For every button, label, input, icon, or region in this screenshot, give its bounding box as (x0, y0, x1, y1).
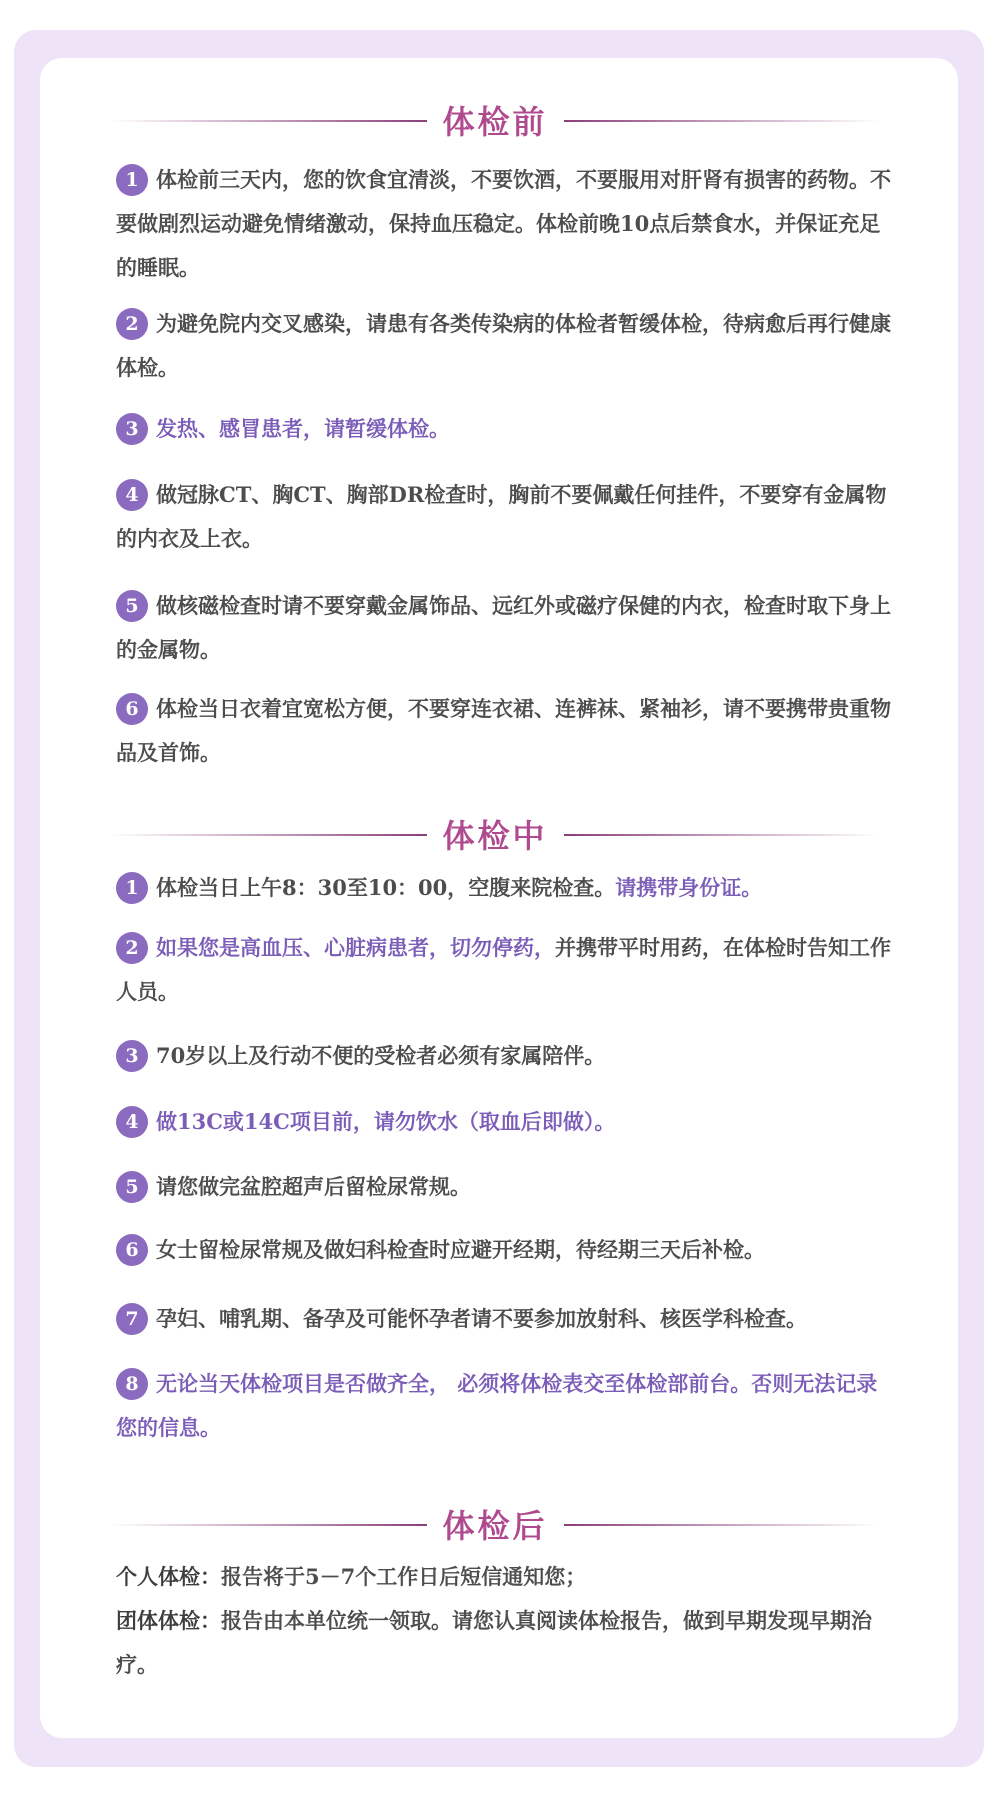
section-header-before (110, 98, 880, 142)
item-text: 孕妇、哺乳期、备孕及可能怀孕者请不要参加放射科、核医学科检查。 (156, 1306, 807, 1331)
item-text: 无论当天体检项目是否做齐全， 必须将体检表交至体检部前台。否则无法记录您的信息。 (116, 1371, 878, 1440)
number-badge: 6 (116, 1234, 148, 1266)
item-text: 并携带平时用药，在体检时告知工作人员。 (116, 935, 891, 1004)
after-personal (116, 1555, 896, 1599)
item-text: 做冠脉CT、胸CT、胸部DR检查时，胸前不要佩戴任何挂件，不要穿有金属物的内衣及上衣。 (116, 482, 887, 551)
item-text: 体检当日衣着宜宽松方便，不要穿连衣裙、连裤袜、紧袖衫，请不要携带贵重物品及首饰。 (116, 696, 891, 765)
item-text: 发热、感冒患者，请暂缓体检。 (156, 416, 450, 441)
number-badge: 6 (116, 693, 148, 725)
divider-line-right (564, 1524, 881, 1526)
divider-line-left (110, 834, 427, 836)
during-item-3 (116, 1034, 896, 1078)
item-text: 请您做完盆腔超声后留检尿常规。 (156, 1174, 471, 1199)
divider-line-right (564, 834, 881, 836)
during-item-1 (116, 866, 896, 910)
before-item-2 (116, 302, 896, 390)
after-group (116, 1599, 896, 1687)
during-item-2 (116, 926, 896, 1014)
before-item-5 (116, 584, 896, 672)
number-badge: 3 (116, 1040, 148, 1072)
number-badge: 5 (116, 590, 148, 622)
section-header-after (110, 1502, 880, 1546)
during-item-8 (116, 1362, 896, 1450)
during-item-6 (116, 1228, 896, 1272)
item-text: 体检前三天内，您的饮食宜清淡，不要饮酒，不要服用对肝肾有损害的药物。不要做剧烈运动避免情绪激动，保持血压稳定。体检前晚10点后禁食水，并保证充足的睡眠。 (116, 167, 891, 280)
section-header-during (110, 812, 880, 856)
item-text: 女士留检尿常规及做妇科检查时应避开经期，待经期三天后补检。 (156, 1237, 765, 1262)
number-badge: 2 (116, 308, 148, 340)
divider-line-right (564, 120, 881, 122)
section-title-during: 体检中 (442, 817, 548, 855)
number-badge: 4 (116, 1106, 148, 1138)
number-badge: 5 (116, 1171, 148, 1203)
item-text: 70岁以上及行动不便的受检者必须有家属陪伴。 (156, 1043, 606, 1068)
section-title-after: 体检后 (442, 1507, 548, 1545)
item-text: 做核磁检查时请不要穿戴金属饰品、远红外或磁疗保健的内衣，检查时取下身上的金属物。 (116, 593, 891, 662)
number-badge: 1 (116, 872, 148, 904)
during-item-5 (116, 1165, 896, 1209)
number-badge: 3 (116, 413, 148, 445)
item-highlight: 请携带身份证。 (615, 875, 763, 900)
item-text: 为避免院内交叉感染，请患有各类传染病的体检者暂缓体检，待病愈后再行健康体检。 (116, 311, 891, 380)
before-item-4 (116, 473, 896, 561)
item-highlight: 如果您是高血压、心脏病患者，切勿停药， (156, 935, 555, 960)
divider-line-left (110, 1524, 427, 1526)
number-badge: 8 (116, 1368, 148, 1400)
item-text: 体检当日上午8：30至10：00，空腹来院检查。 (156, 875, 616, 900)
before-item-3 (116, 407, 896, 451)
number-badge: 2 (116, 932, 148, 964)
group-label: 团体体检： (116, 1599, 221, 1643)
number-badge: 4 (116, 479, 148, 511)
item-text: 做13C或14C项目前，请勿饮水（取血后即做）。 (156, 1109, 616, 1134)
number-badge: 1 (116, 164, 148, 196)
number-badge: 7 (116, 1303, 148, 1335)
section-title-before: 体检前 (442, 103, 548, 141)
group-text: 报告由本单位统一领取。请您认真阅读体检报告，做到早期发现早期治疗。 (116, 1608, 872, 1677)
during-item-7 (116, 1297, 916, 1341)
before-item-1 (116, 158, 896, 290)
personal-label: 个人体检： (116, 1555, 221, 1599)
before-item-6 (116, 687, 896, 775)
personal-text: 报告将于5－7个工作日后短信通知您； (221, 1564, 587, 1589)
during-item-4 (116, 1100, 896, 1144)
divider-line-left (110, 120, 427, 122)
